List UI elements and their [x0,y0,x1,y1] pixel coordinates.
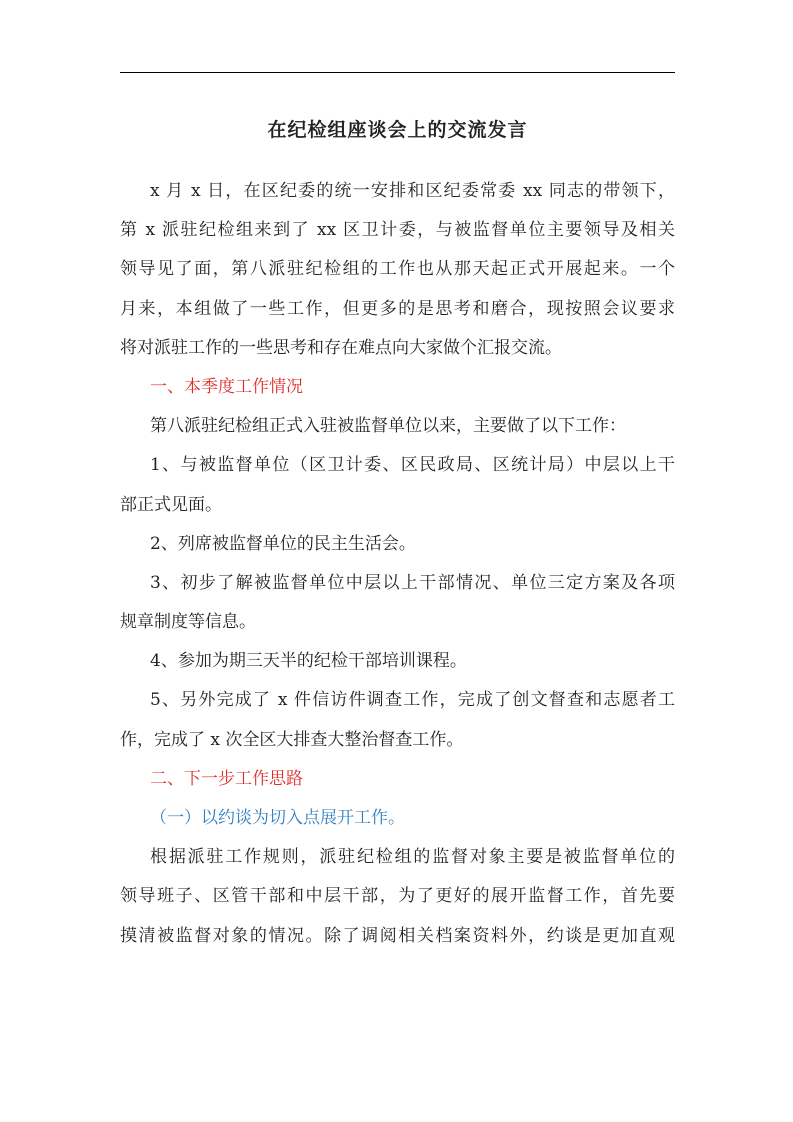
paragraph-line: 领导见了面，第八派驻纪检组的工作也从那天起正式开展起来。一个 [120,259,675,280]
list-item: 4、参加为期三天半的纪检干部培训课程。 [150,651,467,672]
list-item-continuation: 作，完成了 x 次全区大排查大整治督查工作。 [120,729,464,750]
paragraph-line: 将对派驻工作的一些思考和存在难点向大家做个汇报交流。 [120,337,562,358]
list-item: 5、另外完成了 x 件信访件调查工作，完成了创文督查和志愿者工 [150,690,675,711]
document-page [120,0,675,1122]
paragraph-line: 根据派驻工作规则，派驻纪检组的监督对象主要是被监督单位的 [150,847,675,868]
list-item-continuation: 部正式见面。 [120,494,222,515]
paragraph-line: 第八派驻纪检组正式入驻被监督单位以来，主要做了以下工作： [150,416,626,437]
list-item: 1、与被监督单位（区卫计委、区民政局、区统计局）中层以上干 [150,455,675,476]
document-body [120,172,675,956]
subsection-heading: （一）以约谈为切入点展开工作。 [150,808,405,828]
list-item-continuation: 规章制度等信息。 [120,612,256,633]
paragraph-line: 第 x 派驻纪检组来到了 xx 区卫计委，与被监督单位主要领导及相关 [120,220,675,241]
paragraph-line: 摸清被监督对象的情况。除了调阅相关档案资料外，约谈是更加直观 [120,925,675,946]
section-heading-1: 一、本季度工作情况 [150,376,303,397]
list-item: 3、初步了解被监督单位中层以上干部情况、单位三定方案及各项 [150,572,675,593]
header-rule [120,72,675,73]
paragraph-line: 月来，本组做了一些工作，但更多的是思考和磨合，现按照会议要求 [120,298,675,319]
paragraph-line: x 月 x 日，在区纪委的统一安排和区纪委常委 xx 同志的带领下， [150,181,675,201]
section-heading-2: 二、下一步工作思路 [150,768,303,789]
paragraph-line: 领导班子、区管干部和中层干部，为了更好的展开监督工作，首先要 [120,886,675,907]
list-item: 2、列席被监督单位的民主生活会。 [150,533,416,554]
document-title: 在纪检组座谈会上的交流发言 [267,119,528,141]
